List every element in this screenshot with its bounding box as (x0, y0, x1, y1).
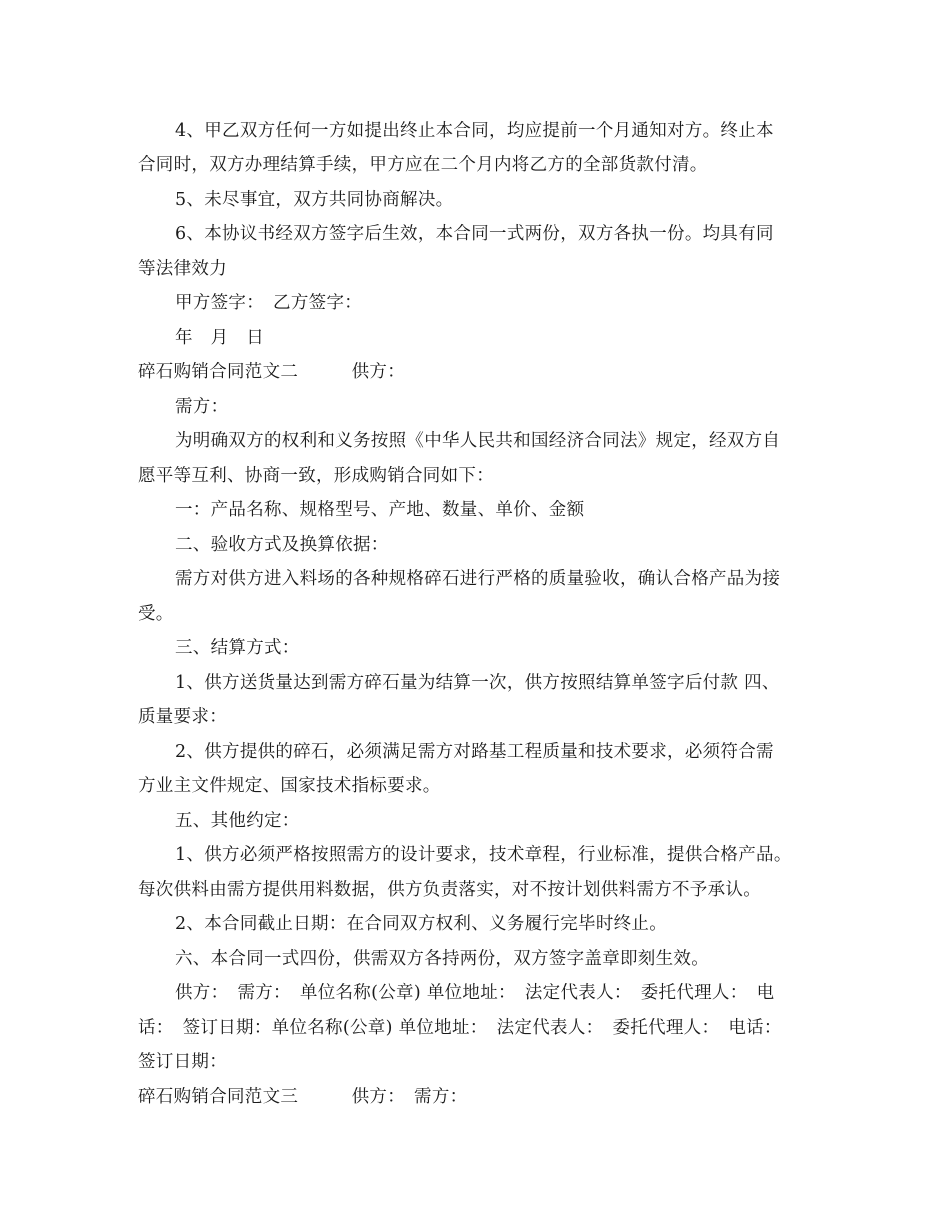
paragraph-line: 五、其他约定： (175, 811, 300, 831)
section-heading: 碎石购销合同范文三 供方： 需方： (138, 1087, 468, 1107)
paragraph-line: 为明确双方的权利和义务按照《中华人民共和国经济合同法》规定，经双方自 (175, 431, 781, 451)
paragraph-line: 供方： 需方： 单位名称(公章) 单位地址： 法定代表人： 委托代理人： 电 (175, 983, 775, 1003)
paragraph-line: 1、供方必须严格按照需方的设计要求，技术章程，行业标准，提供合格产品。 (175, 845, 792, 865)
paragraph-line: 1、供方送货量达到需方碎石量为结算一次，供方按照结算单签字后付款 四、 (175, 673, 780, 693)
paragraph-line: 6、本协议书经双方签字后生效，本合同一式两份，双方各执一份。均具有同 (175, 224, 774, 244)
paragraph-line: 二、验收方式及换算依据： (175, 535, 389, 555)
signature-line: 甲方签字： 乙方签字： (175, 293, 363, 313)
paragraph-line: 每次供料由需方提供用料数据，供方负责落实，对不按计划供料需方不予承认。 (138, 880, 761, 900)
paragraph-line: 方业主文件规定、国家技术指标要求。 (138, 776, 441, 796)
section-heading: 碎石购销合同范文二 供方： (138, 362, 405, 382)
paragraph-line: 5、未尽事宜，双方共同协商解决。 (175, 190, 454, 210)
paragraph-line: 愿平等互利、协商一致，形成购销合同如下： (138, 466, 494, 486)
paragraph-line: 等法律效力 (138, 259, 227, 279)
paragraph-line: 合同时，双方办理结算手续，甲方应在二个月内将乙方的全部货款付清。 (138, 155, 708, 175)
paragraph-line: 话： 签订日期：单位名称(公章) 单位地址： 法定代表人： 委托代理人： 电话： (138, 1018, 782, 1038)
paragraph-line: 2、本合同截止日期：在合同双方权利、义务履行完毕时终止。 (175, 914, 668, 934)
paragraph-line: 签订日期： (138, 1052, 227, 1072)
paragraph-line: 需方对供方进入料场的各种规格碎石进行严格的质量验收，确认合格产品为接 (175, 569, 781, 589)
paragraph-line: 六、本合同一式四份，供需双方各持两份，双方签字盖章即刻生效。 (175, 949, 709, 969)
paragraph-line: 2、供方提供的碎石，必须满足需方对路基工程质量和技术要求，必须符合需 (175, 742, 774, 762)
paragraph-line: 质量要求： (138, 707, 227, 727)
paragraph-line: 一：产品名称、规格型号、产地、数量、单价、金额 (175, 500, 585, 520)
paragraph-line: 需方： (175, 397, 229, 417)
paragraph-line: 三、结算方式： (175, 638, 300, 658)
paragraph-line: 受。 (138, 604, 174, 624)
paragraph-line: 4、甲乙双方任何一方如提出终止本合同，均应提前一个月通知对方。终止本 (175, 121, 774, 141)
date-line: 年 月 日 (175, 328, 264, 348)
